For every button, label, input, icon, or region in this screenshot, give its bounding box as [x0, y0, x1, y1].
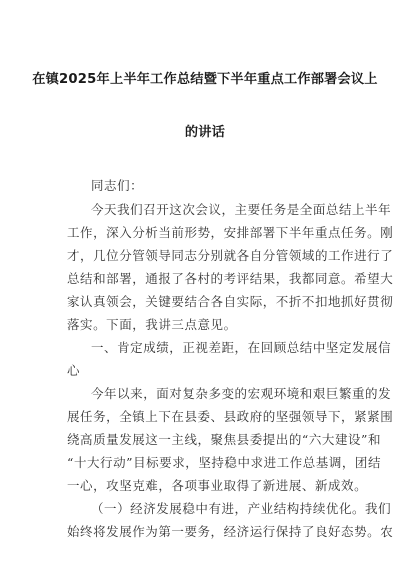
document-title-line-1: 在镇2025年上半年工作总结暨下半年重点工作部署会议上 [32, 72, 378, 87]
paragraph-line: 落实。下面，我讲三点意见。 [67, 317, 237, 332]
paragraph-line: 绕高质量发展这一主线，聚焦县委提出的“六大建设”和 [67, 432, 382, 447]
paragraph-line: 展任务，全镇上下在县委、县政府的坚强领导下，紧紧围 [67, 409, 394, 424]
paragraph-line: “十大行动”目标要求，坚持稳中求进工作总基调，团结 [67, 455, 382, 470]
salutation: 同志们： [91, 178, 144, 193]
paragraph-line: 今年以来，面对复杂多变的宏观环境和艰巨繁重的发 [91, 386, 392, 401]
document-title-line-2: 的讲话 [184, 125, 226, 140]
paragraph-line: 一心，攻坚克难，各项事业取得了新进展、新成效。 [67, 478, 368, 493]
paragraph-line: 工作，深入分析当前形势，安排部署下半年重点任务。刚 [67, 225, 394, 240]
subsection-heading: （一）经济发展稳中有进，产业结构持续优化。我们 [91, 501, 392, 516]
paragraph-line: 始终将发展作为第一要务，经济运行保持了良好态势。农 [67, 524, 394, 539]
section-heading-line: 心 [67, 363, 81, 378]
paragraph-line: 今天我们召开这次会议，主要任务是全面总结上半年 [91, 202, 392, 217]
paragraph-line: 家认真领会，关键要结合各自实际，不折不扣地抓好贯彻 [67, 294, 394, 309]
paragraph-line: 才，几位分管领导同志分别就各自分管领域的工作进行了 [67, 248, 394, 263]
section-heading-line: 一、肯定成绩，正视差距，在回顾总结中坚定发展信 [91, 340, 392, 355]
paragraph-line: 总结和部署，通报了各村的考评结果，我都同意。希望大 [67, 271, 394, 286]
